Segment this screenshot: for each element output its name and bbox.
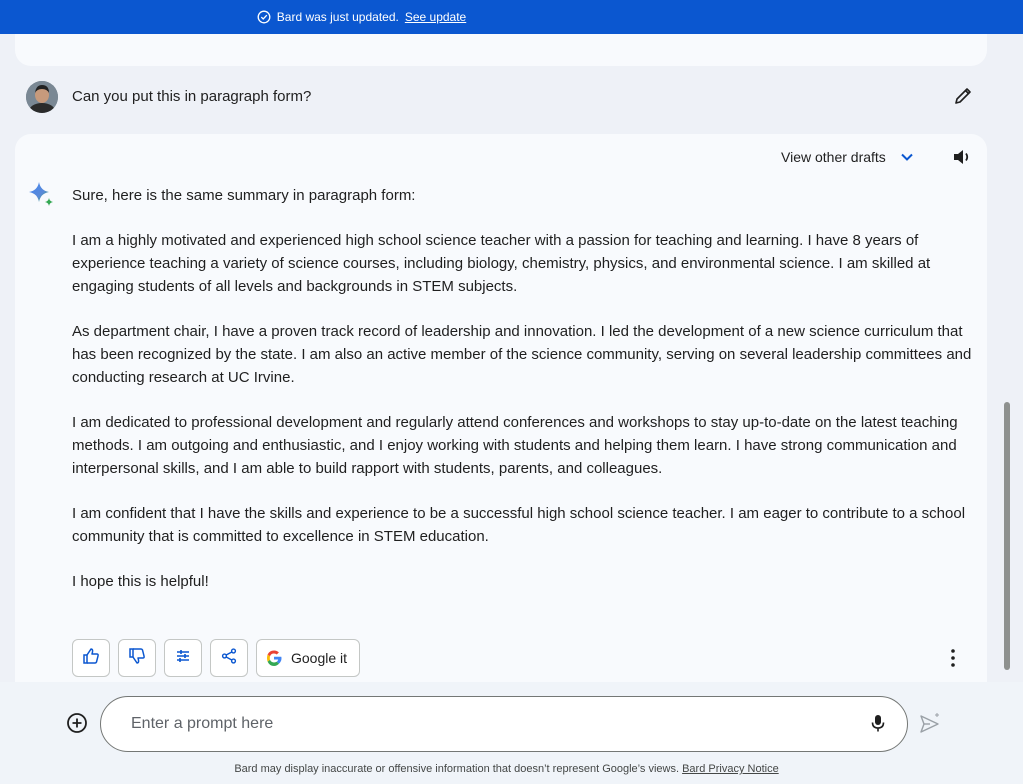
bard-sparkle-icon <box>27 180 57 210</box>
add-circle-icon[interactable] <box>66 712 88 734</box>
speaker-icon[interactable] <box>951 146 973 168</box>
pencil-icon[interactable] <box>951 84 975 108</box>
response-intro: Sure, here is the same summary in paragraph form: <box>72 187 416 204</box>
response-paragraph-2: As department chair, I have a proven track record of leadership and innovation. I led the development of a new science curriculum that has been recognized by the state. I am also an active member of the science community, serving on several leadership committees and conducting research at UC Irvine. <box>72 323 972 386</box>
response-actions <box>72 639 360 677</box>
privacy-notice-link[interactable]: Bard Privacy Notice <box>682 763 779 775</box>
avatar <box>26 81 58 113</box>
google-it-button[interactable] <box>256 639 360 677</box>
response-text <box>72 184 972 593</box>
response-paragraph-4: I am confident that I have the skills and experience to be a successful high school science teacher. I am eager to contribute to a school community that is committed to excellence in STEM education. <box>72 505 966 545</box>
share-button[interactable] <box>210 639 248 677</box>
conversation-area[interactable] <box>0 34 1023 682</box>
tune-icon <box>174 647 192 670</box>
user-message-text: Can you put this in paragraph form? <box>72 88 312 105</box>
response-closing: I hope this is helpful! <box>72 573 209 590</box>
disclaimer <box>0 763 1013 775</box>
share-icon <box>220 647 238 670</box>
more-options-icon[interactable] <box>941 646 965 670</box>
user-message <box>0 79 1000 119</box>
prompt-area <box>0 682 1023 784</box>
previous-response-card <box>15 34 987 66</box>
thumbs-up-button[interactable] <box>72 639 110 677</box>
thumbs-down-icon <box>128 647 146 670</box>
send-icon[interactable] <box>918 711 942 735</box>
microphone-icon[interactable] <box>867 712 889 734</box>
response-paragraph-3: I am dedicated to professional development and regularly attend conferences and workshops to stay up-to-date on the latest teaching methods. I am outgoing and enthusiastic, and I enjoy working with students and helping them learn. I have strong communication and interpersonal skills, and I am able to build rapport with students, parents, and colleagues. <box>72 414 958 477</box>
chevron-down-icon <box>898 148 916 166</box>
google-it-label: Google it <box>291 650 348 666</box>
drafts-label: View other drafts <box>781 149 886 165</box>
thumbs-down-button[interactable] <box>118 639 156 677</box>
modify-response-button[interactable] <box>164 639 202 677</box>
see-update-link[interactable]: See update <box>404 10 467 24</box>
prompt-box <box>100 696 908 752</box>
banner-text: Bard was just updated. <box>276 10 399 24</box>
update-banner <box>0 0 1023 34</box>
disclaimer-text: Bard may display inaccurate or offensive information that doesn’t represent Google’s views. <box>234 763 680 775</box>
view-other-drafts-button[interactable] <box>781 148 916 166</box>
prompt-input[interactable] <box>131 715 831 733</box>
google-g-icon <box>265 649 283 667</box>
scrollbar-thumb[interactable] <box>1004 402 1010 670</box>
thumbs-up-icon <box>82 647 100 670</box>
check-circle-icon <box>257 10 271 24</box>
response-paragraph-1: I am a highly motivated and experienced high school science teacher with a passion for teaching and learning. I have 8 years of experience teaching a variety of science courses, including biology, chemistry, physics, and environmental science. I am skilled at engaging students of all levels and backgrounds in STEM subjects. <box>72 232 931 295</box>
response-card <box>15 134 987 682</box>
